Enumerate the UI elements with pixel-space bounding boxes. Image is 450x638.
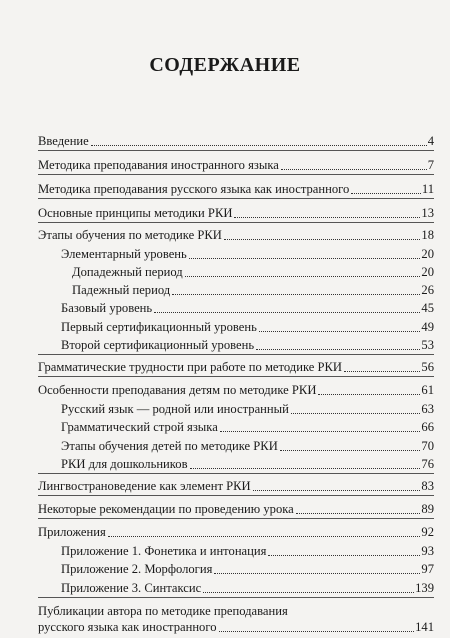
toc-entry[interactable] — [72, 265, 434, 280]
divider — [38, 150, 434, 151]
divider — [38, 473, 434, 474]
toc-entry-label: Приложение 1. Фонетика и интонация — [61, 544, 267, 558]
dot-leader — [281, 168, 427, 170]
dot-leader — [214, 572, 420, 574]
page-title: СОДЕРЖАНИЕ — [149, 54, 301, 76]
toc-entry-label: Лингвострановедение как элемент РКИ — [38, 479, 251, 493]
toc-entry-page: 92 — [421, 525, 434, 539]
toc-entry[interactable] — [38, 228, 434, 243]
toc-entry-page: 20 — [421, 247, 434, 261]
dot-leader — [189, 257, 421, 259]
toc-entry[interactable] — [38, 479, 434, 494]
toc-entry-page: 89 — [421, 502, 434, 516]
toc-entry[interactable] — [72, 283, 434, 298]
toc-entry[interactable] — [61, 420, 434, 435]
divider — [38, 354, 434, 355]
toc-entry[interactable] — [61, 544, 434, 559]
toc-entry[interactable] — [38, 502, 434, 517]
toc-entry-page: 66 — [421, 420, 434, 434]
toc-entry-label: Первый сертификационный уровень — [61, 320, 257, 334]
toc-entry-page: 13 — [421, 206, 434, 220]
toc-entry-page: 139 — [415, 581, 434, 595]
toc-entry-label: Этапы обучения по методике РКИ — [38, 228, 222, 242]
dot-leader — [318, 393, 420, 395]
toc-entry-page: 20 — [421, 265, 434, 279]
toc-entry[interactable] — [38, 360, 434, 375]
toc-entry-label: Допадежный период — [72, 265, 183, 279]
dot-leader — [280, 449, 421, 451]
toc-entry-label: Приложения — [38, 525, 106, 539]
dot-leader — [172, 293, 420, 295]
toc-entry-label: Второй сертификационный уровень — [61, 338, 255, 352]
toc-entry[interactable] — [38, 158, 434, 173]
dot-leader — [224, 238, 421, 240]
dot-leader — [268, 554, 420, 556]
dot-leader — [234, 216, 420, 218]
dot-leader — [253, 489, 421, 491]
toc-entry-page: 7 — [427, 158, 434, 172]
toc-entry-page: 141 — [415, 620, 434, 634]
dot-leader — [185, 275, 421, 277]
toc-entry[interactable] — [61, 562, 434, 577]
toc-entry-label: Элементарный уровень — [61, 247, 187, 261]
toc-entry-label: Грамматический строй языка — [61, 420, 218, 434]
dot-leader — [256, 348, 420, 350]
toc-entry-page: 83 — [421, 479, 434, 493]
divider — [38, 518, 434, 519]
toc-entry-page: 70 — [421, 439, 434, 453]
toc-entry-page: 97 — [421, 562, 434, 576]
toc-entry-label: Методика преподавания иностранного языка — [38, 158, 279, 172]
toc-entry-page: 18 — [421, 228, 434, 242]
toc-entry-label: Особенности преподавания детям по методике РКИ — [38, 383, 317, 397]
toc-entry-page: 26 — [421, 283, 434, 297]
toc-entry-label: Базовый уровень — [61, 301, 153, 315]
toc-entry-label: Введение — [38, 134, 89, 148]
toc-entry-label: русского языка как иностранного — [38, 620, 217, 634]
divider — [38, 597, 434, 598]
toc-entry-page: 93 — [421, 544, 434, 558]
toc-entry-label: Падежный период — [72, 283, 171, 297]
dot-leader — [291, 412, 421, 414]
toc-entry-continuation[interactable] — [38, 620, 434, 635]
toc-entry[interactable] — [61, 457, 434, 472]
toc-entry[interactable] — [38, 182, 434, 197]
toc-entry-page: 11 — [421, 182, 434, 196]
dot-leader — [220, 430, 421, 432]
toc-entry-page: 63 — [421, 402, 434, 416]
toc-entry-page: 4 — [427, 134, 434, 148]
divider — [38, 198, 434, 199]
toc-entry-label: РКИ для дошкольников — [61, 457, 188, 471]
dot-leader — [296, 512, 421, 514]
divider — [38, 222, 434, 223]
toc-entry[interactable] — [61, 338, 434, 353]
toc-entry[interactable] — [38, 383, 434, 398]
toc-entry-page: 53 — [421, 338, 434, 352]
divider — [38, 495, 434, 496]
divider — [38, 174, 434, 175]
toc-entry[interactable] — [61, 402, 434, 417]
toc-entry[interactable] — [61, 320, 434, 335]
dot-leader — [108, 535, 421, 537]
toc-entry-page: 76 — [421, 457, 434, 471]
toc-entry-label: Публикации автора по методике преподавания — [38, 604, 288, 618]
toc-entry-page: 45 — [421, 301, 434, 315]
toc-entry[interactable] — [61, 439, 434, 454]
toc-entry-label: Этапы обучения детей по методике РКИ — [61, 439, 278, 453]
dot-leader — [351, 192, 421, 194]
dot-leader — [91, 144, 427, 146]
toc-entry[interactable] — [38, 134, 434, 149]
divider — [38, 376, 434, 377]
toc-entry[interactable] — [61, 301, 434, 316]
dot-leader — [154, 311, 420, 313]
toc-entry-page: 49 — [421, 320, 434, 334]
toc-entry-page: 61 — [421, 383, 434, 397]
dot-leader — [203, 591, 414, 593]
dot-leader — [219, 630, 415, 632]
dot-leader — [344, 370, 420, 372]
toc-entry-label: Приложение 2. Морфология — [61, 562, 213, 576]
toc-entry-label: Грамматические трудности при работе по методике РКИ — [38, 360, 342, 374]
toc-entry[interactable] — [38, 206, 434, 221]
toc-entry[interactable] — [38, 525, 434, 540]
toc-entry[interactable] — [61, 247, 434, 262]
toc-entry-label: Основные принципы методики РКИ — [38, 206, 233, 220]
dot-leader — [190, 467, 421, 469]
toc-entry[interactable] — [61, 581, 434, 596]
toc-entry-page: 56 — [421, 360, 434, 374]
toc-entry-label: Приложение 3. Синтаксис — [61, 581, 202, 595]
toc-entry[interactable] — [38, 604, 434, 619]
toc-entry-label: Методика преподавания русского языка как иностранного — [38, 182, 350, 196]
toc-entry-label: Некоторые рекомендации по проведению урока — [38, 502, 294, 516]
dot-leader — [259, 330, 421, 332]
toc-entry-label: Русский язык — родной или иностранный — [61, 402, 289, 416]
